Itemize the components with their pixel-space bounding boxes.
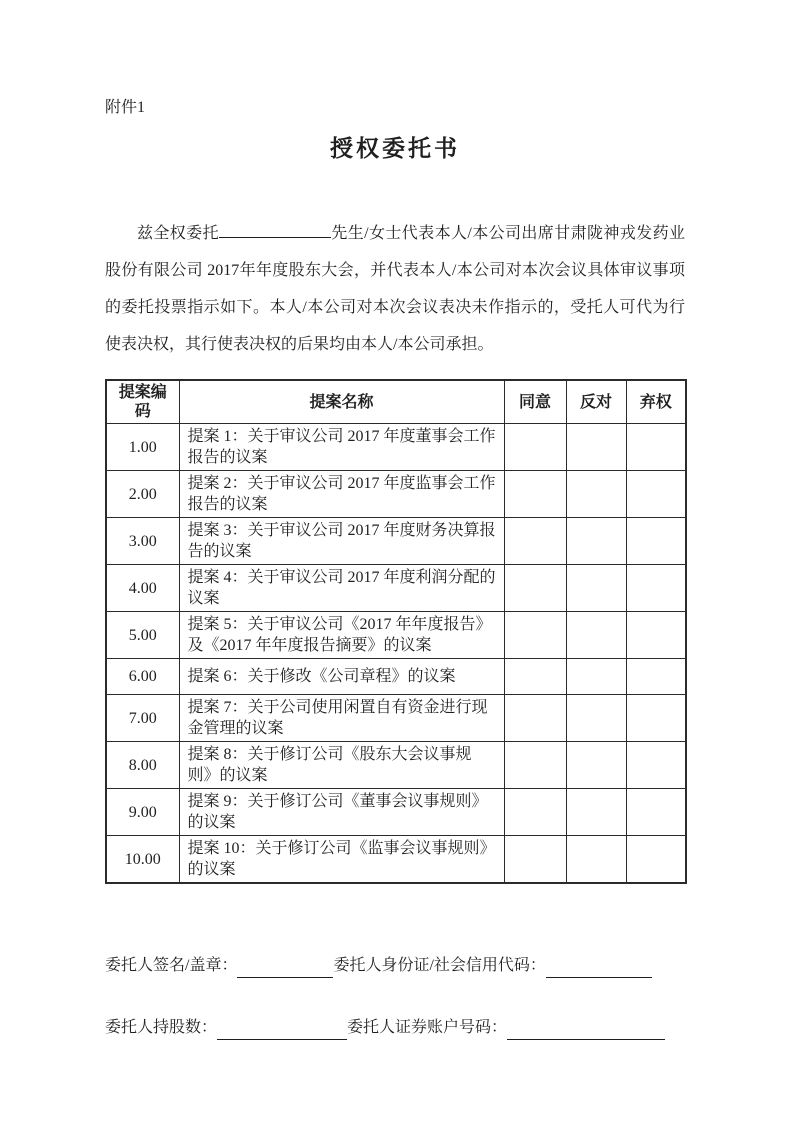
- table-row: [106, 565, 686, 612]
- vote-agree-cell[interactable]: [504, 612, 566, 659]
- proposal-name-cell: 提案 7：关于公司使用闲置自有资金进行现金管理的议案: [179, 695, 504, 742]
- vote-agree-cell[interactable]: [504, 424, 566, 471]
- header-proposal-name: 提案名称: [179, 380, 504, 424]
- vote-abstain-cell[interactable]: [626, 836, 686, 884]
- shares-label: 委托人持股数：: [105, 1019, 218, 1036]
- vote-agree-cell[interactable]: [504, 742, 566, 789]
- vote-abstain-cell[interactable]: [626, 518, 686, 565]
- vote-abstain-cell[interactable]: [626, 565, 686, 612]
- table-row: [106, 836, 686, 884]
- table-row: [106, 789, 686, 836]
- proposal-name-cell: 提案 6：关于修改《公司章程》的议案: [179, 659, 504, 695]
- intro-paragraph: [105, 215, 685, 363]
- vote-agree-cell[interactable]: [504, 471, 566, 518]
- table-row: [106, 518, 686, 565]
- proposal-name-cell: 提案 5：关于审议公司《2017 年年度报告》及《2017 年年度报告摘要》的议案: [179, 612, 504, 659]
- vote-oppose-cell[interactable]: [566, 742, 626, 789]
- proposal-code-cell: 10.00: [106, 836, 179, 884]
- vote-oppose-cell[interactable]: [566, 565, 626, 612]
- proposal-name-cell: 提案 3：关于审议公司 2017 年度财务决算报告的议案: [179, 518, 504, 565]
- vote-abstain-cell[interactable]: [626, 424, 686, 471]
- vote-agree-cell[interactable]: [504, 565, 566, 612]
- vote-agree-cell[interactable]: [504, 836, 566, 884]
- intro-text-pre: 兹全权委托: [137, 225, 219, 242]
- proposal-name-cell: 提案 9：关于修订公司《董事会议事规则》的议案: [179, 789, 504, 836]
- vote-oppose-cell[interactable]: [566, 659, 626, 695]
- proposal-code-cell: 1.00: [106, 424, 179, 471]
- intro-text-post: 先生/女士代表本人/本公司出席甘肃陇神戎发药业股份有限公司 2017年年度股东大会，并代表本人/本公司对本次会议具体审议事项的委托投票指示如下。本人/本公司对本次会议表决未作指示的，受托人可代为行使表决权，其行使表决权的后果均由本人/本公司承担。: [105, 225, 685, 353]
- proposal-code-cell: 7.00: [106, 695, 179, 742]
- proposal-name-cell: 提案 2：关于审议公司 2017 年度监事会工作报告的议案: [179, 471, 504, 518]
- table-row: [106, 695, 686, 742]
- proposal-code-cell: 6.00: [106, 659, 179, 695]
- vote-agree-cell[interactable]: [504, 518, 566, 565]
- proposal-name-cell: 提案 8：关于修订公司《股东大会议事规则》的议案: [179, 742, 504, 789]
- table-row: [106, 742, 686, 789]
- account-blank[interactable]: [507, 1019, 665, 1040]
- signature-line: [105, 954, 685, 978]
- vote-oppose-cell[interactable]: [566, 612, 626, 659]
- vote-abstain-cell[interactable]: [626, 742, 686, 789]
- header-agree: 同意: [504, 380, 566, 424]
- proposal-code-cell: 9.00: [106, 789, 179, 836]
- header-abstain: 弃权: [626, 380, 686, 424]
- proposal-code-cell: 5.00: [106, 612, 179, 659]
- proposal-code-cell: 3.00: [106, 518, 179, 565]
- vote-agree-cell[interactable]: [504, 789, 566, 836]
- proposal-table: [105, 379, 687, 884]
- proposal-code-cell: 8.00: [106, 742, 179, 789]
- vote-agree-cell[interactable]: [504, 695, 566, 742]
- vote-oppose-cell[interactable]: [566, 518, 626, 565]
- proposal-name-cell: 提案 1：关于审议公司 2017 年度董事会工作报告的议案: [179, 424, 504, 471]
- header-oppose: 反对: [566, 380, 626, 424]
- proposal-code-cell: 4.00: [106, 565, 179, 612]
- proposal-name-cell: 提案 10：关于修订公司《监事会议事规则》的议案: [179, 836, 504, 884]
- table-row: [106, 612, 686, 659]
- shares-line: [105, 1016, 685, 1040]
- principal-name-blank[interactable]: [219, 220, 331, 238]
- vote-oppose-cell[interactable]: [566, 424, 626, 471]
- vote-agree-cell[interactable]: [504, 659, 566, 695]
- id-blank[interactable]: [546, 957, 652, 978]
- table-row: [106, 424, 686, 471]
- table-row: [106, 659, 686, 695]
- signature-label: 委托人签名/盖章：: [105, 957, 238, 974]
- header-proposal-code: 提案编码: [106, 380, 179, 424]
- page-title: 授权委托书: [330, 136, 460, 161]
- vote-abstain-cell[interactable]: [626, 612, 686, 659]
- id-label: 委托人身份证/社会信用代码：: [333, 957, 546, 974]
- account-label: 委托人证券账户号码：: [347, 1019, 508, 1036]
- vote-oppose-cell[interactable]: [566, 695, 626, 742]
- signature-blank[interactable]: [237, 957, 333, 978]
- vote-abstain-cell[interactable]: [626, 471, 686, 518]
- vote-oppose-cell[interactable]: [566, 836, 626, 884]
- proposal-code-cell: 2.00: [106, 471, 179, 518]
- table-row: [106, 471, 686, 518]
- proposal-table-header: [106, 380, 686, 424]
- vote-abstain-cell[interactable]: [626, 695, 686, 742]
- vote-oppose-cell[interactable]: [566, 471, 626, 518]
- shares-blank[interactable]: [217, 1019, 347, 1040]
- proposal-table-body: [106, 424, 686, 884]
- proposal-name-cell: 提案 4：关于审议公司 2017 年度利润分配的议案: [179, 565, 504, 612]
- vote-oppose-cell[interactable]: [566, 789, 626, 836]
- attachment-label: 附件1: [105, 99, 146, 116]
- vote-abstain-cell[interactable]: [626, 659, 686, 695]
- vote-abstain-cell[interactable]: [626, 789, 686, 836]
